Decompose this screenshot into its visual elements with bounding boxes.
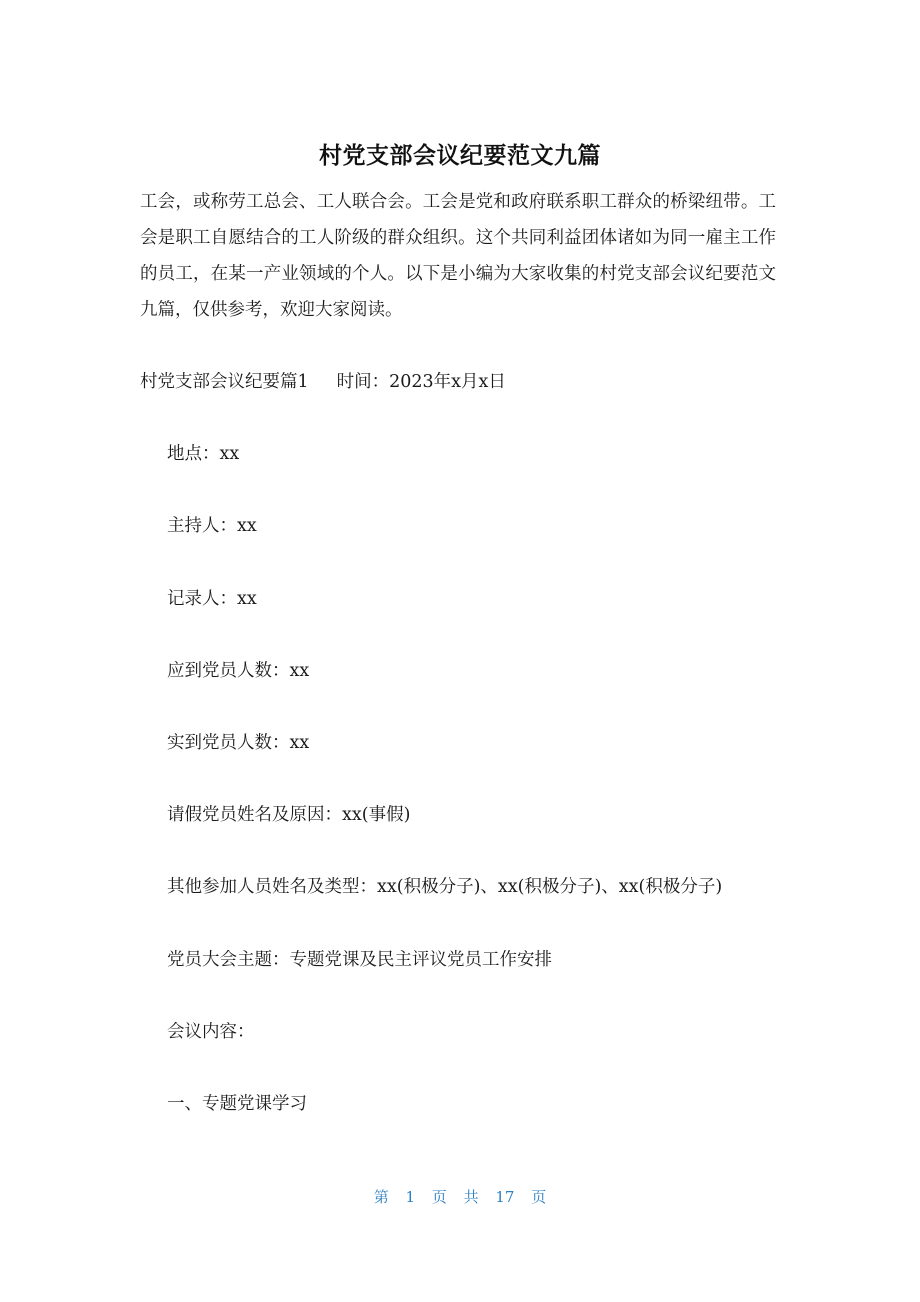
intro-paragraph: 工会，或称劳工总会、工人联合会。工会是党和政府联系职工群众的桥梁纽带。工会是职工自愿结合的工人阶级的群众组织。这个共同利益团体诸如为同一雇主工作的员工，在某一产业领域的个人。以下是小编为大家收集的村党支部会议纪要范文九篇，仅供参考，欢迎大家阅读。 (140, 192, 776, 320)
section-one-heading: 一、专题党课学习 (167, 1094, 307, 1114)
document-title: 村党支部会议纪要范文九篇 (319, 143, 601, 169)
meeting-content-label: 会议内容： (167, 1022, 255, 1042)
leave-info: 请假党员姓名及原因：xx(事假) (167, 805, 411, 825)
meeting-theme: 党员大会主题：专题党课及民主评议党员工作安排 (167, 950, 552, 970)
section-heading: 村党支部会议纪要篇1 (140, 372, 309, 392)
meeting-host: 主持人：xx (167, 516, 257, 536)
meeting-recorder: 记录人：xx (167, 589, 257, 609)
page-number-footer: 第 1 页 共 17 页 (373, 1188, 547, 1206)
actual-attendance: 实到党员人数：xx (167, 733, 310, 753)
other-participants: 其他参加人员姓名及类型：xx(积极分子)、xx(积极分子)、xx(积极分子) (167, 877, 723, 897)
meeting-time: 时间：2023年x月x日 (336, 372, 506, 392)
meeting-location: 地点：xx (167, 444, 240, 464)
expected-attendance: 应到党员人数：xx (167, 661, 310, 681)
section-heading-line (140, 367, 506, 397)
